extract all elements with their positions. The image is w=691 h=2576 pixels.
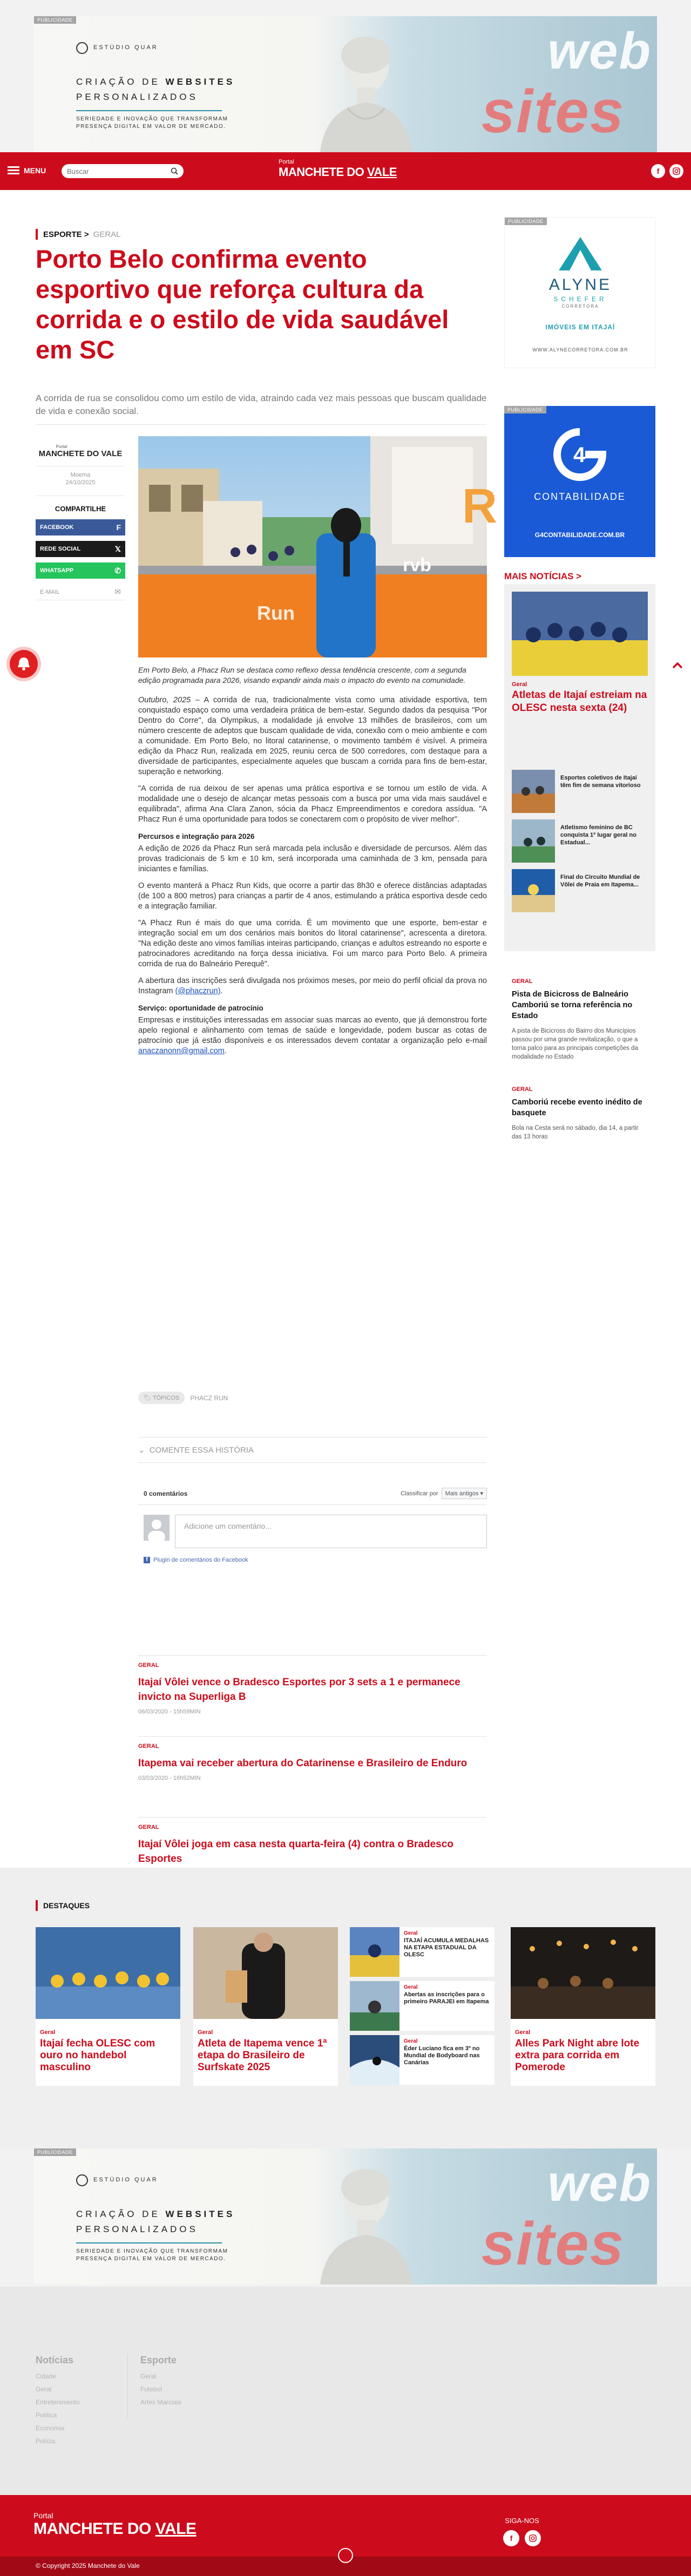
chevron-down-icon: ⌄ — [138, 1446, 145, 1455]
menu-label: MENU — [24, 166, 46, 175]
topic-tag[interactable]: PHACZ RUN — [190, 1394, 228, 1402]
ad-divider — [76, 110, 222, 111]
comments-toolbar — [138, 1488, 487, 1505]
facebook-icon: f — [144, 1557, 150, 1563]
sidebar-news-item[interactable] — [512, 978, 648, 1061]
alyne-logo-icon — [559, 237, 602, 270]
news-date: 03/03/2020 - 16h52MIN — [138, 1775, 201, 1781]
paragraph-text: – A corrida de rua, tradicionalmente vista como uma atividade esportiva, tem conquistado espaço como uma verdadeira prática de bem-estar. Segundo dados da pesquisa "Por Dentro do Corre", da Olympikus, a modalidade já envolve 13 milhões de brasileiros, com um número crescente de adeptos que buscam qualidade de vida, conexão com o meio ambiente e com a comunidade. Em Porto Belo, no litoral catarinense, o movimento também é visível. A primeira edição da Phacz Run, realizada em 2025, reuniu cerca de 500 corredores, com destaque para a diversidade de participantes, especialmente aqueles que buscam a corrida para fins de bem-estar, superação e networking. — [138, 696, 487, 776]
breadcrumb — [36, 229, 120, 240]
highlight-image — [36, 1927, 180, 2019]
more-news-main-image[interactable] — [512, 592, 648, 676]
news-category: GERAL — [138, 1743, 159, 1750]
highlight-mini[interactable] — [350, 1927, 494, 1977]
sidebar-ad-g4[interactable] — [504, 406, 655, 557]
news-thumbnail — [512, 770, 555, 813]
ad-headline — [76, 74, 235, 105]
ad-brand: ESTÚDIO QUAR — [93, 44, 158, 51]
paragraph-end: . — [220, 987, 223, 995]
highlight-mini-category: Geral — [404, 1930, 418, 1936]
notification-bell-icon[interactable] — [10, 650, 38, 678]
scroll-up-icon[interactable] — [672, 660, 683, 672]
facebook-plugin-link[interactable] — [138, 1557, 487, 1563]
breadcrumb-subcategory[interactable]: GERAL — [93, 229, 121, 239]
more-news-item[interactable] — [512, 869, 648, 914]
footer-logo[interactable] — [33, 2511, 196, 2538]
share-logo-small: Portal — [56, 444, 67, 449]
highlights-section — [0, 1868, 691, 2148]
logo-small-text: Portal — [279, 159, 294, 165]
footer-logo-main — [33, 2520, 196, 2538]
share-email-label: E-MAIL — [40, 588, 60, 595]
footer-column-noticias — [36, 2354, 79, 2448]
news-item[interactable] — [138, 1736, 487, 1817]
tag-icon: 🏷 — [144, 1395, 153, 1401]
footer-link[interactable]: Polícia — [36, 2437, 56, 2445]
highlights-heading-text: DESTAQUES — [43, 1901, 90, 1910]
paragraph: "A Phacz Run é mais do que uma corrida. É um movimento que une esporte, bem-estar e integração social em um dos cenários mais bonitos do litoral catarinense", acrescenta a diretora. "Na edição deste ano vimos famílias inteiras participando, crianças e adultos estreando no esporte e patrocinadores acreditando na força dessa iniciativa. Foi um marco para Porto Belo. A primeira corrida de rua do Balneário Perequê". — [138, 919, 487, 968]
share-x-label: REDE SOCIAL — [40, 546, 81, 552]
sort-label: Classificar por — [400, 1490, 438, 1497]
more-news-item[interactable] — [512, 770, 648, 815]
share-column — [36, 436, 125, 600]
more-news-main-title[interactable]: Atletas de Itajaí estreiam na OLESC nesta sexta (24) — [512, 689, 647, 714]
ad-tag: PUBLICIDADE — [34, 2148, 76, 2156]
article-body — [138, 695, 487, 1063]
news-thumbnail — [512, 819, 555, 863]
footer-link[interactable]: Cidade — [36, 2372, 57, 2380]
svg-text:R: R — [462, 479, 497, 533]
share-x-button[interactable] — [36, 541, 125, 557]
footer-link[interactable]: Geral — [36, 2385, 52, 2393]
section-heading: Percursos e integração para 2026 — [138, 832, 255, 840]
more-news-item[interactable] — [512, 819, 648, 865]
logo-main-b: VALE — [367, 165, 397, 179]
ad-headline-bold: WEBSITES — [165, 77, 235, 87]
share-facebook-label: FACEBOOK — [40, 524, 74, 531]
sidebar-ad-alyne[interactable] — [504, 217, 655, 368]
ad-headline-bold: WEBSITES — [165, 2209, 235, 2219]
instagram-icon[interactable] — [525, 2530, 541, 2546]
svg-text:4: 4 — [573, 443, 586, 467]
news-title: Itapema vai receber abertura do Catarinense e Brasileiro de Enduro — [138, 1758, 468, 1769]
site-logo[interactable] — [279, 159, 397, 179]
sidebar-news-title: Camboriú recebe evento inédito de basquete — [512, 1098, 642, 1117]
highlight-mini-image — [350, 1981, 399, 2031]
paragraph: O evento manterá a Phacz Run Kids, que ocorre a partir das 8h30 e oferece distâncias adaptadas (de 100 a 800 metros) para crianças a partir de 4 anos, estimulando a prática esportiva desde cedo e a integração familiar. — [138, 882, 487, 911]
footer-copyright-bar — [0, 2557, 691, 2576]
comment-section-header[interactable] — [138, 1437, 487, 1463]
sort-select-value: Mais antigos — [445, 1490, 479, 1497]
footer-divider — [127, 2354, 128, 2418]
copyright: © Copyright 2025 Manchete do Vale — [36, 2562, 140, 2570]
ad-headline-line2: PERSONALIZADOS — [76, 92, 198, 102]
paragraph-end: . — [224, 1047, 227, 1055]
footer-link[interactable]: Entretenimento — [36, 2398, 80, 2406]
comment-heading: COMENTE ESSA HISTÓRIA — [149, 1445, 254, 1455]
author-name: Moema — [70, 472, 91, 478]
highlight-image — [193, 1927, 338, 2019]
highlight-image — [511, 1927, 655, 2019]
ad-big-word-sites: sites — [481, 78, 625, 145]
sort-control — [401, 1488, 487, 1499]
paragraph — [138, 695, 487, 777]
paragraph: A edição de 2026 da Phacz Run será marcada pela inclusão e diversidade de percursos. Além das provas tradicionais de 5 km e 10 km, será incorporada uma caminhada de 3 km, pensada para iniciantes e famílias. — [138, 844, 487, 873]
g4-logo-icon — [553, 428, 607, 482]
news-category: GERAL — [138, 1824, 159, 1831]
follow-label: SIGA-NOS — [505, 2517, 539, 2525]
alyne-sub: SCHEFER — [553, 295, 607, 303]
highlight-title: Itajaí fecha OLESC com ouro no handebol masculino — [40, 2038, 155, 2073]
news-date: 06/03/2020 - 15h59MIN — [138, 1709, 201, 1715]
sidebar-news-text: Bola na Cesta será no sábado, dia 14, a partir das 13 horas — [512, 1125, 639, 1140]
publish-date: 24/10/2025 — [65, 479, 96, 486]
hamburger-icon — [8, 166, 19, 175]
footer-link[interactable]: Artes Marciais — [140, 2398, 182, 2406]
footer-column-esporte — [140, 2354, 181, 2409]
menu-button[interactable] — [8, 166, 46, 175]
highlight-mini-title: Abertas as inscrições para o primeiro PARAJEI em Itapema — [404, 1991, 489, 2005]
more-news-main-category: Geral — [512, 681, 527, 688]
footer-link[interactable]: Geral — [140, 2372, 157, 2380]
highlight-category: Geral — [198, 2029, 213, 2036]
alyne-site: WWW.ALYNECORRETORA.COM.BR — [532, 347, 628, 352]
ad-big-word-web: web — [547, 22, 652, 80]
ad-big-word-sites: sites — [481, 2210, 625, 2277]
bottom-ad-area — [0, 2148, 691, 2287]
g4-site: G4CONTABILIDADE.COM.BR — [534, 531, 625, 539]
alyne-tagline: IMÓVEIS EM ITAJAÍ — [545, 323, 615, 331]
email-link[interactable]: anaczanonn@gmail.com — [138, 1047, 225, 1055]
highlight-mini-image — [350, 2035, 399, 2085]
g4-brand: CONTABILIDADE — [534, 491, 626, 502]
ad-big-word-web: web — [547, 2154, 652, 2212]
search-input[interactable] — [62, 164, 184, 178]
share-whatsapp-label: WHATSAPP — [40, 567, 74, 574]
highlights-heading — [36, 1900, 90, 1911]
highlight-card[interactable] — [36, 1927, 180, 2086]
news-title: Itajaí Vôlei joga em casa nesta quarta-feira (4) contra o Bradesco Esportes — [138, 1839, 453, 1865]
alyne-sub2: CORRETORA — [561, 304, 599, 309]
share-logo — [36, 436, 125, 466]
news-item[interactable] — [138, 1655, 487, 1736]
comment-count: 0 comentários — [144, 1489, 188, 1497]
sidebar-news-category: GERAL — [512, 1086, 533, 1093]
sort-select[interactable]: Mais antigos ▾ — [442, 1488, 487, 1499]
footer-social — [503, 2517, 541, 2546]
facebook-plugin-text: Plugin de comentários do Facebook — [153, 1557, 248, 1563]
highlight-mini-title: ITAJAÍ ACUMULA MEDALHAS NA ETAPA ESTADUAL DA OLESC — [404, 1937, 489, 1958]
footer-brand-bar — [0, 2495, 691, 2557]
more-news-item-title: Esportes coletivos de Itajaí têm fim de semana vitorioso — [560, 775, 641, 789]
footer-link[interactable]: Futebol — [140, 2385, 162, 2393]
ad-tag: PUBLICIDADE — [505, 218, 547, 225]
ad-headline — [76, 2207, 235, 2237]
footer-column-title[interactable]: Notícias — [36, 2355, 74, 2365]
x-icon: 𝕏 — [114, 544, 121, 553]
statue-bust-illustration — [315, 27, 417, 152]
article-photo — [138, 436, 497, 657]
highlight-category: Geral — [515, 2029, 531, 2036]
highlight-card[interactable] — [511, 1927, 655, 2086]
ad-subtext: SERIEDADE E INOVAÇÃO QUE TRANSFORMAM PRESENÇA DIGITAL EM VALOR DE MERCADO. — [76, 2248, 228, 2262]
ad-subtext: SERIEDADE E INOVAÇÃO QUE TRANSFORMAM PRESENÇA DIGITAL EM VALOR DE MERCADO. — [76, 116, 228, 130]
footer-logo-main-b: VALE — [155, 2520, 197, 2538]
more-news-heading[interactable]: MAIS NOTÍCIAS > — [504, 571, 582, 581]
whatsapp-icon: ✆ — [114, 566, 121, 575]
paragraph-text: A abertura das inscrições será divulgada nos próximos meses, por meio do perfil oficial da prova no Instagram — [138, 977, 487, 995]
search-icon[interactable] — [171, 167, 178, 175]
news-category: GERAL — [138, 1662, 159, 1669]
avatar — [144, 1515, 170, 1541]
share-facebook-button[interactable] — [36, 519, 125, 535]
comment-compose — [138, 1515, 487, 1548]
top-ad-area — [0, 0, 691, 152]
logo-main-a: MANCHETE DO — [279, 165, 367, 179]
highlight-category: Geral — [40, 2029, 56, 2036]
paragraph-text: Empresas e instituições interessadas em associar suas marcas ao evento, que já demonstrou forte apelo regional e alinhamento com temas de saúde e longevidade, podem buscar as cotas de patrocínio que já estão disponíveis e os interessados devem contatar a organização pelo e-mail — [138, 1016, 487, 1045]
instagram-icon[interactable] — [669, 164, 683, 178]
footer-link[interactable]: Economia — [36, 2424, 65, 2432]
footer-link[interactable]: Política — [36, 2411, 57, 2419]
sidebar-news-title: Pista de Bicicross de Balneário Camboriú se torna referência no Estado — [512, 990, 633, 1020]
comment-input[interactable]: Adicione um comentário... — [175, 1515, 487, 1548]
more-news-item-title: Final do Circuito Mundial de Vôlei de Praia em Itapema... — [560, 874, 640, 888]
highlight-mini[interactable] — [350, 1981, 494, 2031]
news-thumbnail — [512, 869, 555, 912]
highlight-mini[interactable] — [350, 2035, 494, 2085]
brand-logo-icon — [76, 42, 88, 54]
topics — [138, 1392, 228, 1404]
ad-banner-websites[interactable] — [34, 2148, 657, 2284]
paragraph: "A corrida de rua deixou de ser apenas uma prática esportiva e se tornou um estilo de vida. A modalidade une o desejo de alcançar metas pessoais com a busca por uma vida mais saudável e equilibrada", afirma Ana Clara Zanon, sócia da Phacz Empreendimentos e coredora assídua. "A Phacz Run é uma oportunidade para todos se conectarem com o propósito de viver melhor". — [138, 784, 487, 824]
site-header — [0, 152, 691, 190]
highlights-accent — [36, 1900, 38, 1911]
section-heading: Serviço: oportunidade de patrocínio — [138, 1004, 263, 1012]
share-logo-main: MANCHETE DO VALE — [38, 449, 123, 458]
footer-social-icons — [503, 2530, 541, 2546]
statue-bust-illustration — [315, 2159, 417, 2284]
brand-logo-icon — [76, 2174, 88, 2186]
back-to-top-button[interactable] — [338, 2548, 353, 2563]
highlight-card[interactable] — [193, 1927, 338, 2086]
ad-divider — [76, 2242, 222, 2243]
ad-brand: ESTÚDIO QUAR — [93, 2177, 158, 2183]
svg-text:rvb: rvb — [403, 555, 431, 575]
facebook-icon[interactable]: f — [503, 2530, 519, 2546]
breadcrumb-category[interactable]: ESPORTE > — [43, 229, 89, 239]
more-news-item-title: Atletismo feminino de BC conquista 1º lugar geral no Estadual... — [560, 824, 636, 846]
topics-label-text: TÓPICOS — [152, 1395, 180, 1401]
svg-text:Run: Run — [257, 602, 295, 624]
article-title: Porto Belo confirma evento esportivo que reforça cultura da corrida e o estilo de vida saudável em SC — [36, 245, 449, 364]
more-news-box — [504, 584, 655, 951]
news-title: Itajaí Vôlei vence o Bradesco Esportes por 3 sets a 1 e permanece invicto na Superliga B — [138, 1677, 460, 1703]
photo-caption: Em Porto Belo, a Phacz Run se destaca como reflexo dessa tendência crescente, com a segunda edição programada para 2026, visando expandir ainda mais o impacto do evento na comunidade. — [138, 666, 466, 684]
footer-links — [0, 2287, 691, 2495]
paragraph — [138, 1015, 487, 1056]
footer-column-title[interactable]: Esporte — [140, 2355, 177, 2365]
sidebar-news-category: GERAL — [512, 978, 533, 985]
ad-tag: PUBLICIDADE — [504, 406, 546, 413]
facebook-icon: F — [116, 523, 121, 532]
breadcrumb-accent — [36, 229, 38, 240]
alyne-brand: ALYNE — [548, 276, 612, 294]
highlight-title: Atleta de Itapema vence 1ª etapa do Brasileiro de Surfskate 2025 — [198, 2038, 327, 2073]
dateline: Outubro, 2025 — [138, 696, 191, 704]
share-email-button[interactable] — [36, 584, 125, 600]
highlight-mini-title: Éder Luciano fica em 3º no Mundial de Bodyboard nas Canárias — [404, 2045, 480, 2066]
ad-headline-pre: CRIAÇÃO DE — [76, 77, 166, 87]
highlight-title: Alles Park Night abre lote extra para corrida em Pomerode — [515, 2038, 640, 2073]
mail-icon: ✉ — [114, 587, 121, 596]
ad-headline-pre: CRIAÇÃO DE — [76, 2209, 166, 2219]
highlight-mini-category: Geral — [404, 2038, 418, 2044]
footer-logo-small: Portal — [33, 2511, 53, 2520]
paragraph — [138, 976, 487, 996]
search-box — [62, 164, 184, 178]
footer-logo-main-a: MANCHETE DO — [33, 2520, 155, 2538]
divider — [36, 424, 487, 425]
sidebar-news-item[interactable] — [512, 1086, 648, 1141]
ad-banner-websites[interactable] — [34, 16, 657, 152]
share-heading: COMPARTILHE — [36, 496, 125, 513]
facebook-comments — [138, 1488, 487, 1563]
sidebar-news-text: A pista de Bicicross do Bairro dos Municípios passou por uma grande revitalização, o que a torna palco para as principais competições da modalidade no Estado — [512, 1028, 638, 1060]
logo-main-text — [279, 165, 397, 179]
share-whatsapp-button[interactable] — [36, 562, 125, 579]
ad-tag: PUBLICIDADE — [34, 16, 76, 24]
article-subtitle: A corrida de rua se consolidou como um estilo de vida, atraindo cada vez mais pessoas que buscam qualidade de vida e conexão social. — [36, 393, 487, 416]
topics-label — [138, 1392, 185, 1404]
ad-headline-line2: PERSONALIZADOS — [76, 2224, 198, 2234]
header-social-links — [651, 164, 683, 178]
highlight-mini-category: Geral — [404, 1984, 418, 1990]
highlight-mini-image — [350, 1927, 399, 1977]
instagram-link[interactable]: (@phaczrun) — [175, 987, 221, 995]
facebook-icon[interactable]: f — [651, 164, 665, 178]
